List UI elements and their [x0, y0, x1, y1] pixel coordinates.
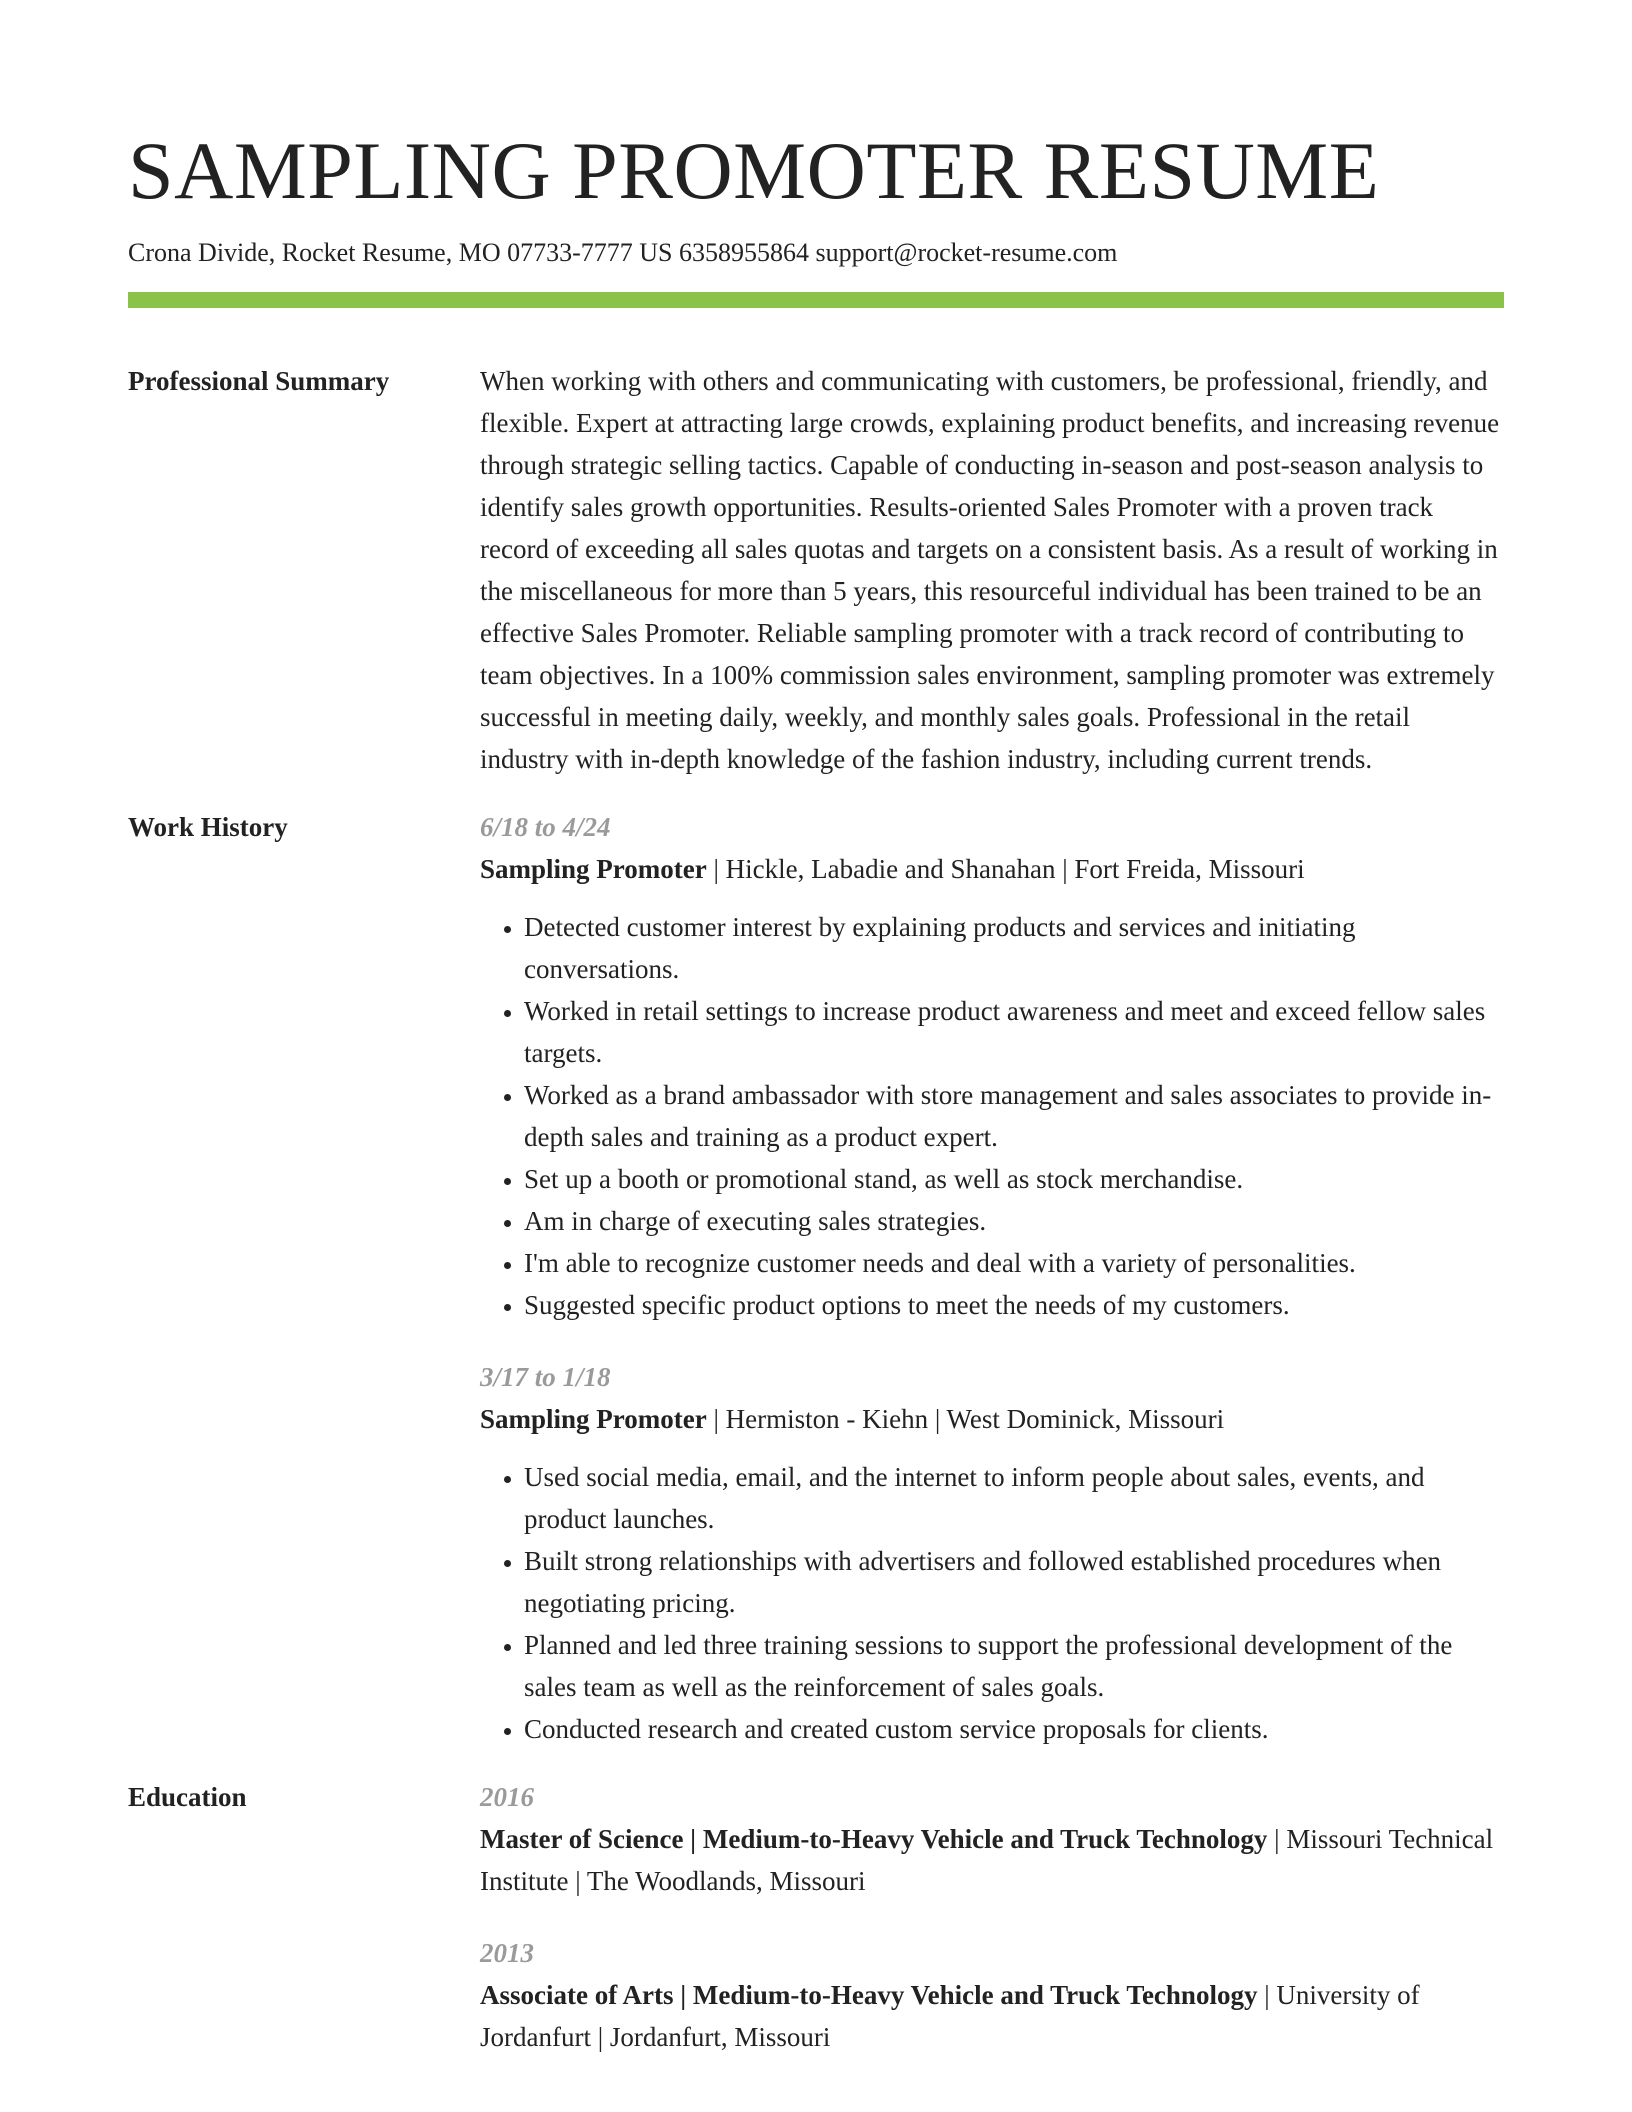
education-degree: Associate of Arts | Medium-to-Heavy Vehicle and Truck Technology [480, 1980, 1258, 2010]
education-degree: Master of Science | Medium-to-Heavy Vehicle and Truck Technology [480, 1824, 1268, 1854]
work-history-section [128, 806, 1504, 1750]
job-bullets [480, 1456, 1504, 1750]
education-entry [480, 1932, 1504, 2058]
job-bullet: • Detected customer interest by explaining products and services and initiating conversations. [524, 906, 1504, 990]
job-role-line [480, 848, 1504, 890]
job-bullet: • Set up a booth or promotional stand, as well as stock merchandise. [524, 1158, 1504, 1200]
education-date: 2013 [480, 1938, 534, 1968]
summary-text: When working with others and communicating with customers, be professional, friendly, and flexible. Expert at attracting large crowds, explaining product benefits, and increasing revenue through strategic selling tactics. Capable of conducting in-season and post-season analysis to identify sales growth opportunities. Results-oriented Sales Promoter with a proven track record of exceeding all sales quotas and targets on a consistent basis. As a result of working in the miscellaneous for more than 5 years, this resourceful individual has been trained to be an effective Sales Promoter. Reliable sampling promoter with a track record of contributing to team objectives. In a 100% commission sales environment, sampling promoter was extremely successful in meeting daily, weekly, and monthly sales goals. Professional in the retail industry with in-depth knowledge of the fashion industry, including current trends. [480, 366, 1500, 774]
job-bullet: • Worked as a brand ambassador with store management and sales associates to provide in-depth sales and training as a product expert. [524, 1074, 1504, 1158]
summary-heading: Professional Summary [128, 366, 390, 396]
education-details: | Missouri Technical Institute | The Woodlands, Missouri [480, 1824, 1494, 1896]
contact-line: Crona Divide, Rocket Resume, MO 07733-7777 US 6358955864 support@rocket-resume.com [128, 238, 1118, 267]
education-date: 2016 [480, 1782, 534, 1812]
summary-body [480, 360, 1504, 780]
job-bullet: • Am in charge of executing sales strategies. [524, 1200, 1504, 1242]
job-entry [480, 806, 1504, 1326]
education-heading: Education [128, 1782, 247, 1812]
education-body [480, 1776, 1504, 2058]
education-section [128, 1776, 1504, 2058]
accent-divider [128, 292, 1504, 308]
job-title: Sampling Promoter [480, 854, 707, 884]
resume-title: SAMPLING PROMOTER RESUME [128, 125, 1380, 216]
job-date: 6/18 to 4/24 [480, 812, 611, 842]
education-line [480, 1818, 1504, 1902]
work-history-body [480, 806, 1504, 1750]
job-bullet: • Built strong relationships with advertisers and followed established procedures when negotiating pricing. [524, 1540, 1504, 1624]
education-details: | University of Jordanfurt | Jordanfurt, Missouri [480, 1980, 1420, 2052]
job-bullet: • Suggested specific product options to meet the needs of my customers. [524, 1284, 1504, 1326]
job-bullets [480, 906, 1504, 1326]
job-title: Sampling Promoter [480, 1404, 707, 1434]
summary-section [128, 360, 1504, 780]
job-role-line [480, 1398, 1504, 1440]
resume-page [128, 120, 1504, 2058]
work-history-heading: Work History [128, 812, 288, 842]
job-details: | Hickle, Labadie and Shanahan | Fort Freida, Missouri [706, 854, 1305, 884]
job-bullet: • I'm able to recognize customer needs and deal with a variety of personalities. [524, 1242, 1504, 1284]
job-date: 3/17 to 1/18 [480, 1362, 611, 1392]
job-bullet: • Used social media, email, and the internet to inform people about sales, events, and product launches. [524, 1456, 1504, 1540]
job-details: | Hermiston - Kiehn | West Dominick, Missouri [706, 1404, 1225, 1434]
job-bullet: • Conducted research and created custom service proposals for clients. [524, 1708, 1504, 1750]
job-bullet: • Worked in retail settings to increase product awareness and meet and exceed fellow sales targets. [524, 990, 1504, 1074]
job-entry [480, 1356, 1504, 1750]
education-entry [480, 1776, 1504, 1902]
job-bullet: • Planned and led three training sessions to support the professional development of the sales team as well as the reinforcement of sales goals. [524, 1624, 1504, 1708]
education-line [480, 1974, 1504, 2058]
